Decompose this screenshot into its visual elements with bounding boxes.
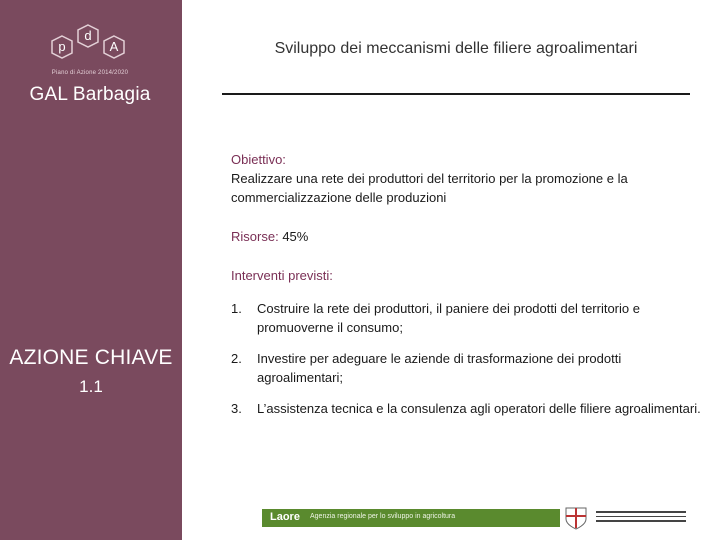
item-text: Investire per adeguare le aziende di trasformazione dei prodotti agroalimentari;	[257, 351, 622, 385]
laore-footer-bar	[262, 509, 560, 527]
objective-label: Obiettivo:	[231, 152, 286, 167]
logo-name: GAL Barbagia	[29, 84, 151, 105]
sidebar	[0, 0, 182, 540]
title-divider	[222, 93, 690, 95]
interventions-list	[231, 299, 701, 418]
azione-chiave-block	[0, 344, 182, 402]
item-number: 2.	[231, 351, 242, 366]
gal-logo	[20, 22, 160, 117]
list-item	[231, 399, 701, 418]
objective-text: Realizzare una rete dei produttori del territorio per la promozione e la commercializzazione delle produzioni	[231, 171, 628, 205]
interventions-label: Interventi previsti:	[231, 268, 333, 283]
region-logo-text	[596, 511, 686, 525]
item-number: 3.	[231, 401, 242, 416]
pda-hexagon-logo-icon	[40, 22, 140, 70]
list-item	[231, 349, 701, 387]
resources-value: 45%	[282, 229, 309, 244]
footer-brand: Laore	[270, 511, 300, 523]
footer-description: Agenzia regionale per lo sviluppo in agricoltura	[310, 513, 456, 520]
item-text: L’assistenza tecnica e la consulenza agli operatori delle filiere agroalimentari.	[257, 401, 701, 416]
logo-letter-p: p	[58, 39, 66, 54]
logo-plan-text: Piano di Azione 2014/2020	[51, 70, 129, 76]
azione-number: 1.1	[79, 377, 103, 396]
item-text: Costruire la rete dei produttori, il paniere dei prodotti del territorio e promuoverne il consumo;	[257, 301, 640, 335]
azione-title: AZIONE CHIAVE	[9, 346, 173, 369]
objective-block	[231, 150, 701, 207]
logo-letter-d: d	[84, 28, 92, 43]
logo-letter-a: A	[109, 39, 119, 54]
slide-title: Sviluppo dei meccanismi delle filiere agroalimentari	[274, 40, 638, 57]
list-item	[231, 299, 701, 337]
slide-content	[231, 150, 701, 430]
resources-block	[231, 227, 701, 246]
resources-label: Risorse:	[231, 229, 279, 244]
interventions-heading	[231, 266, 701, 285]
item-number: 1.	[231, 301, 242, 316]
region-crest-icon	[564, 505, 588, 531]
